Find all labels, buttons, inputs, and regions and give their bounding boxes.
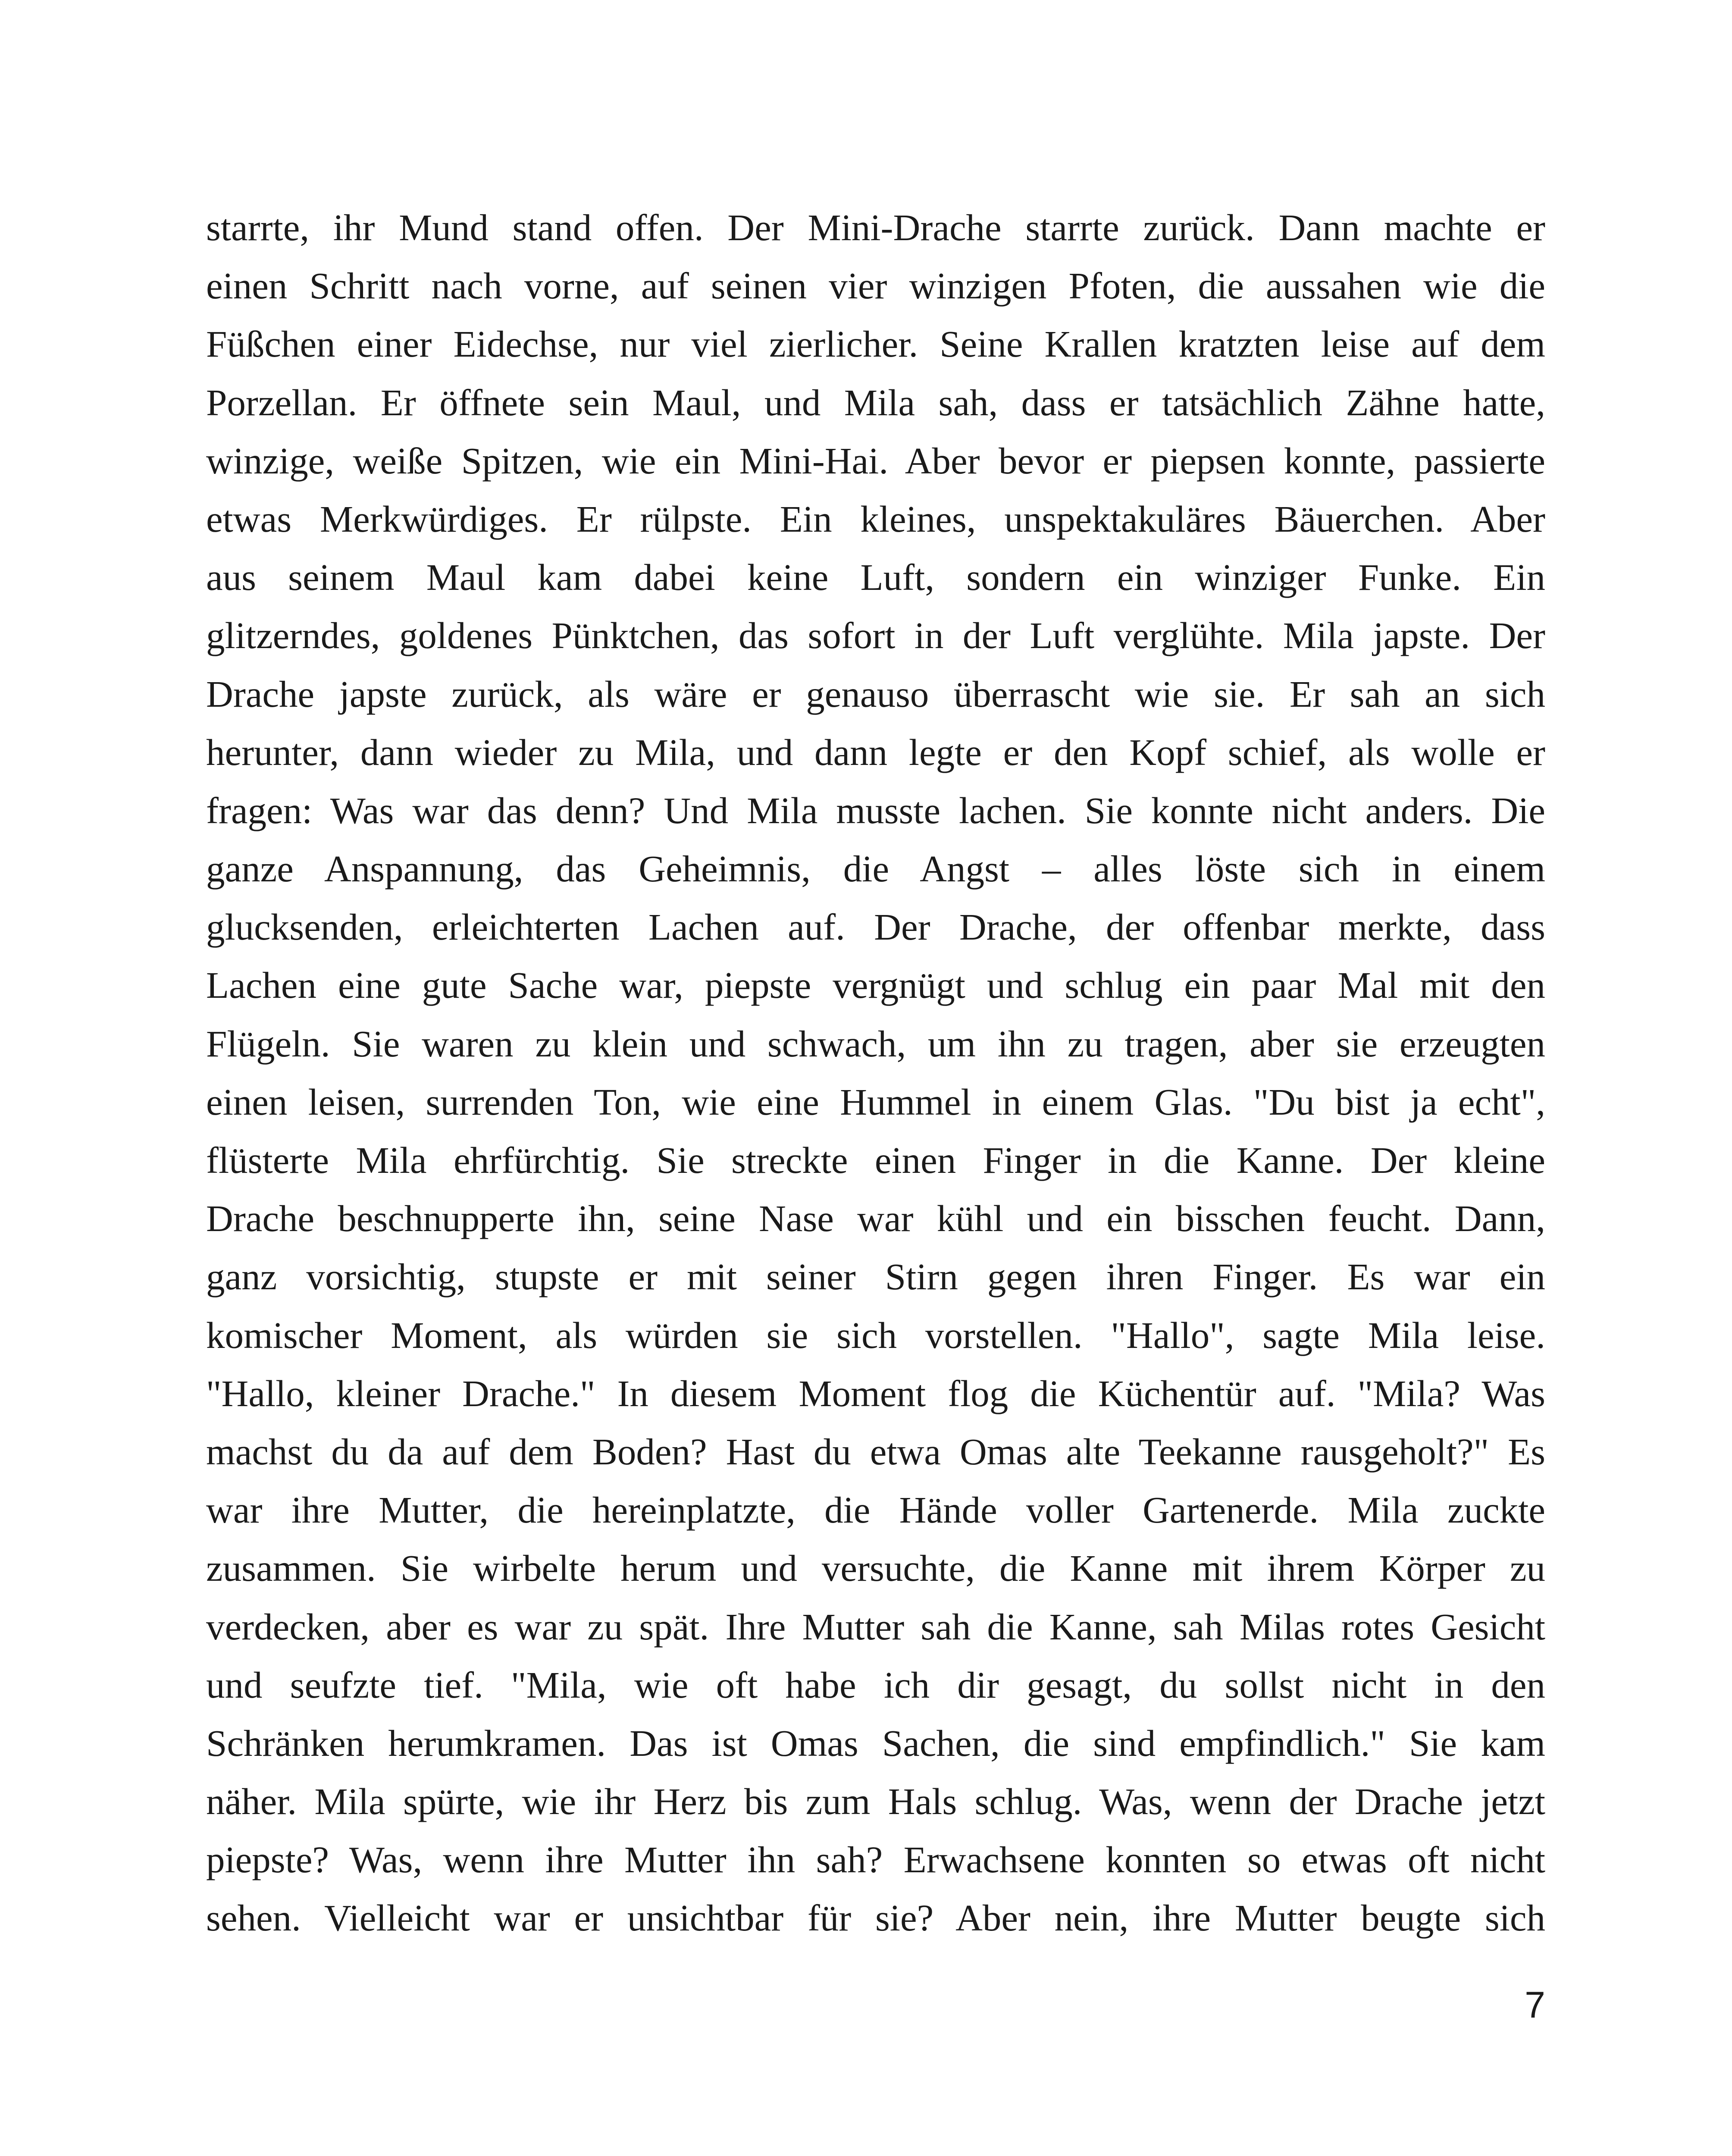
text-line: fragen: Was war das denn? Und Mila musste lachen. Sie konnte nicht anders. Die (206, 789, 1545, 831)
text-line: und seufzte tief. "Mila, wie oft habe ich dir gesagt, du sollst nicht in den (206, 1664, 1545, 1706)
text-line: komischer Moment, als würden sie sich vorstellen. "Hallo", sagte Mila leise. (206, 1314, 1545, 1356)
text-line: winzige, weiße Spitzen, wie ein Mini-Hai. Aber bevor er piepsen konnte, passierte (206, 439, 1545, 482)
text-line: sehen. Vielleicht war er unsichtbar für sie? Aber nein, ihre Mutter beugte sich (206, 1897, 1545, 1939)
text-line: Flügeln. Sie waren zu klein und schwach, um ihn zu tragen, aber sie erzeugten (206, 1022, 1545, 1065)
text-line: einen Schritt nach vorne, auf seinen vier winzigen Pfoten, die aussahen wie die (206, 265, 1545, 307)
body-text (206, 198, 1545, 1947)
text-line: ganz vorsichtig, stupste er mit seiner Stirn gegen ihren Finger. Es war ein (206, 1256, 1545, 1298)
text-line: starrte, ihr Mund stand offen. Der Mini-Drache starrte zurück. Dann machte er (206, 207, 1545, 248)
text-line: piepste? Was, wenn ihre Mutter ihn sah? Erwachsene konnten so etwas oft nicht (206, 1839, 1545, 1881)
text-line: aus seinem Maul kam dabei keine Luft, sondern ein winziger Funke. Ein (206, 556, 1545, 599)
text-line: flüsterte Mila ehrfürchtig. Sie streckte einen Finger in die Kanne. Der kleine (206, 1139, 1545, 1181)
text-line: glucksenden, erleichterten Lachen auf. Der Drache, der offenbar merkte, dass (206, 906, 1545, 948)
text-line: Porzellan. Er öffnete sein Maul, und Mila sah, dass er tatsächlich Zähne hatte, (206, 381, 1545, 423)
text-line: zusammen. Sie wirbelte herum und versuchte, die Kanne mit ihrem Körper zu (206, 1547, 1545, 1589)
page-number: 7 (1525, 1984, 1545, 2026)
text-line: Lachen eine gute Sache war, piepste vergnügt und schlug ein paar Mal mit den (206, 964, 1545, 1006)
text-line: etwas Merkwürdiges. Er rülpste. Ein kleines, unspektakuläres Bäuerchen. Aber (206, 498, 1545, 540)
text-line: verdecken, aber es war zu spät. Ihre Mutter sah die Kanne, sah Milas rotes Gesicht (206, 1605, 1545, 1648)
text-line: ganze Anspannung, das Geheimnis, die Angst – alles löste sich in einem (206, 848, 1545, 890)
text-line: Drache japste zurück, als wäre er genauso überrascht wie sie. Er sah an sich (206, 673, 1545, 715)
text-line: Füßchen einer Eidechse, nur viel zierlicher. Seine Krallen kratzten leise auf dem (206, 323, 1545, 365)
text-line: näher. Mila spürte, wie ihr Herz bis zum Hals schlug. Was, wenn der Drache jetzt (206, 1780, 1545, 1823)
text-line: "Hallo, kleiner Drache." In diesem Moment flog die Küchentür auf. "Mila? Was (206, 1372, 1545, 1414)
text-line: einen leisen, surrenden Ton, wie eine Hummel in einem Glas. "Du bist ja echt", (206, 1081, 1545, 1123)
text-line: Schränken herumkramen. Das ist Omas Sachen, die sind empfindlich." Sie kam (206, 1722, 1545, 1764)
text-line: machst du da auf dem Boden? Hast du etwa Omas alte Teekanne rausgeholt?" Es (206, 1430, 1545, 1473)
text-line: war ihre Mutter, die hereinplatzte, die Hände voller Gartenerde. Mila zuckte (206, 1489, 1545, 1531)
text-line: glitzerndes, goldenes Pünktchen, das sofort in der Luft verglühte. Mila japste. Der (206, 614, 1545, 657)
text-line: Drache beschnupperte ihn, seine Nase war kühl und ein bisschen feucht. Dann, (206, 1197, 1545, 1240)
text-line: herunter, dann wieder zu Mila, und dann legte er den Kopf schief, als wolle er (206, 731, 1545, 773)
